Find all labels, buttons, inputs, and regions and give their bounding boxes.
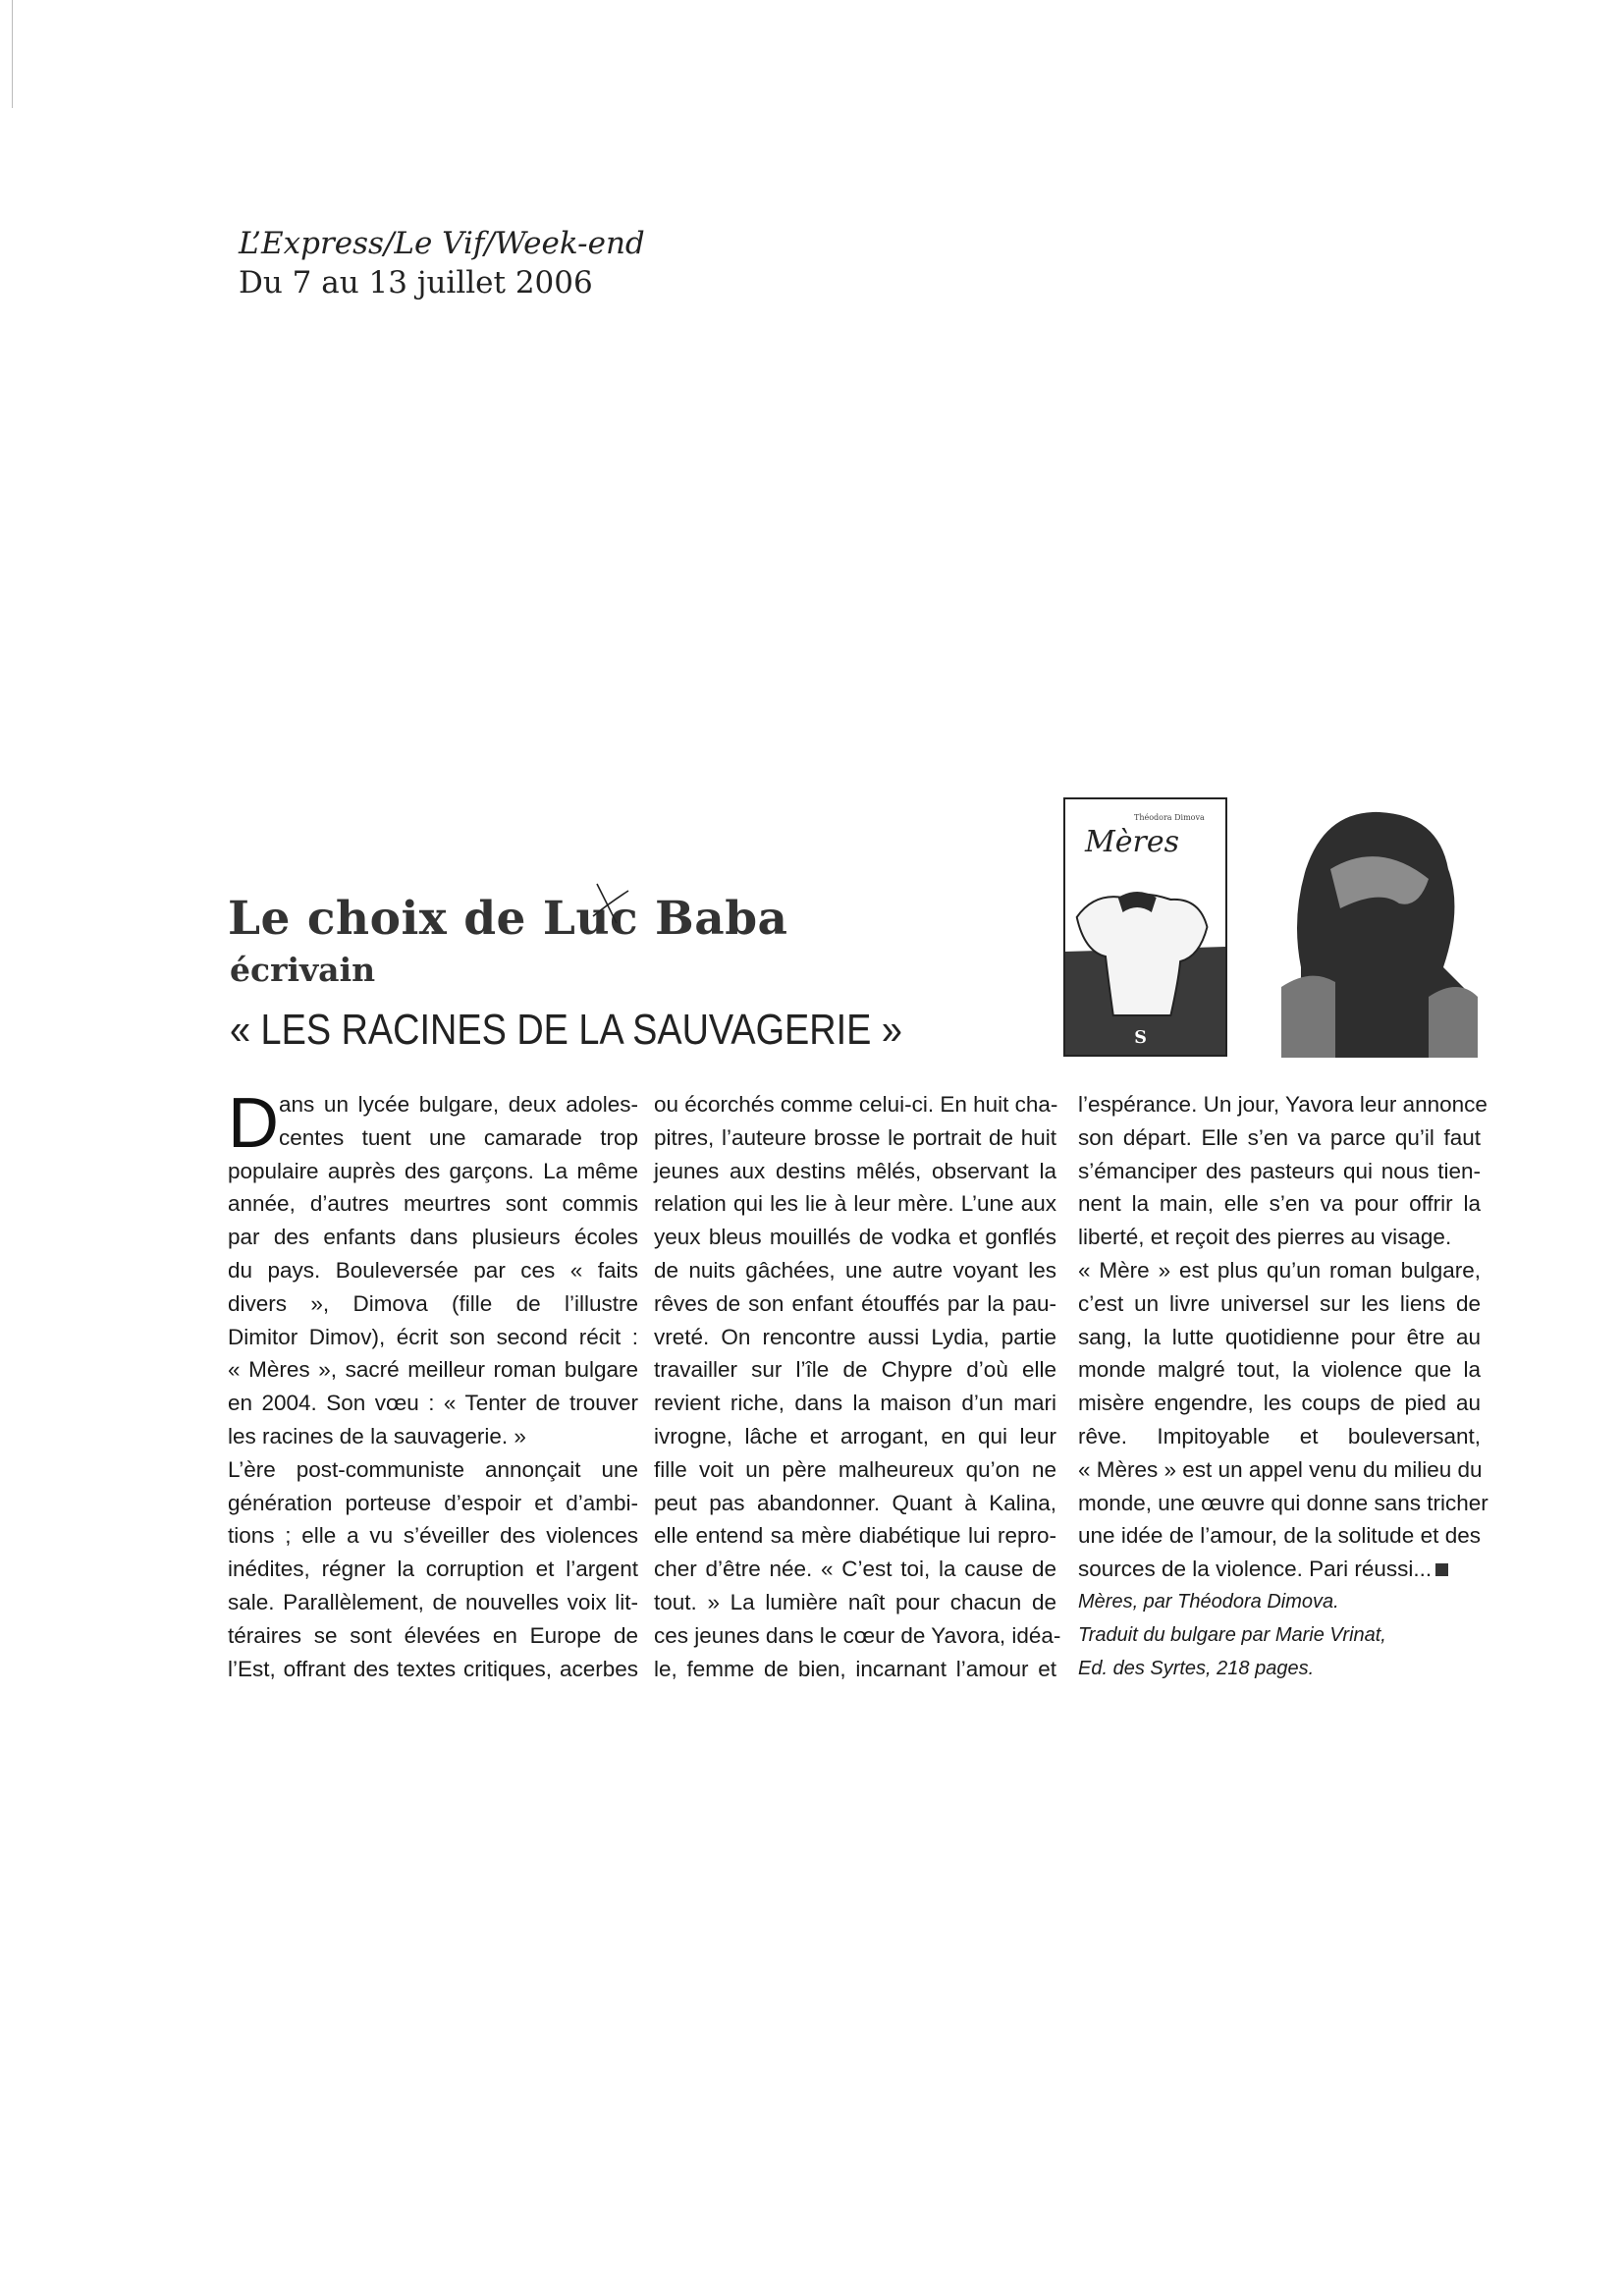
- article-headline: « LES RACINES DE LA SAUVAGERIE »: [230, 1006, 902, 1054]
- text-line: revient riche, dans la maison d’un mari: [654, 1391, 1056, 1416]
- text-line: liberté, et reçoit des pierres au visage.: [1078, 1225, 1452, 1250]
- drop-cap: D: [228, 1084, 279, 1163]
- article-column-2: [654, 1088, 1061, 1685]
- text-line: les racines de la sauvagerie. »: [228, 1423, 526, 1449]
- book-credit-line: Mères, par Théodora Dimova.: [1078, 1590, 1339, 1613]
- text-line: sale. Parallèlement, de nouvelles voix lit-: [228, 1589, 638, 1614]
- text-line: ans un lycée bulgare, deux adoles-: [279, 1092, 638, 1117]
- publication-date: Du 7 au 13 juillet 2006: [239, 265, 593, 301]
- text-line: ivrogne, lâche et arrogant, en qui leur: [654, 1423, 1056, 1449]
- article-column-1: [228, 1084, 638, 1685]
- author-role: écrivain: [230, 951, 376, 989]
- book-cover-image: [1063, 797, 1227, 1057]
- text-line: sang, la lutte quotidienne pour être au: [1078, 1324, 1481, 1349]
- text-line: jeunes aux destins mêlés, observant la: [654, 1158, 1056, 1183]
- text-line: elle entend sa mère diabétique lui repro-: [654, 1523, 1056, 1549]
- text-line: du pays. Bouleversée par ces « faits: [228, 1257, 638, 1283]
- text-line: vreté. On rencontre aussi Lydia, partie: [654, 1324, 1056, 1349]
- text-line: relation qui les lie à leur mère. L’une aux: [654, 1191, 1056, 1217]
- text-line: par des enfants dans plusieurs écoles: [228, 1225, 638, 1250]
- book-credit-line: Traduit du bulgare par Marie Vrinat,: [1078, 1623, 1386, 1646]
- text-line: pitres, l’auteure brosse le portrait de huit: [654, 1124, 1056, 1150]
- text-line-final: [1078, 1553, 1481, 1586]
- handwritten-x-mark: [589, 879, 633, 928]
- scan-edge-line: [12, 0, 13, 108]
- text-line: Dimitor Dimov), écrit son second récit :: [228, 1324, 638, 1349]
- text-line: « Mère » est plus qu’un roman bulgare,: [1078, 1257, 1481, 1283]
- text-line: une idée de l’amour, de la solitude et des: [1078, 1523, 1481, 1549]
- text-line: monde malgré tout, la violence que la: [1078, 1357, 1481, 1383]
- text-line: travailler sur l’île de Chypre d’où elle: [654, 1357, 1056, 1383]
- text-line: misère engendre, les coups de pied au: [1078, 1391, 1481, 1416]
- text-line: tions ; elle a vu s’éveiller des violences: [228, 1523, 638, 1549]
- text-line: peut pas abandonner. Quant à Kalina,: [654, 1490, 1056, 1515]
- text-line: génération porteuse d’espoir et d’ambi-: [228, 1490, 638, 1515]
- text-line: fille voit un père malheureux qu’on ne: [654, 1456, 1056, 1482]
- text-line: divers », Dimova (fille de l’illustre: [228, 1290, 638, 1316]
- book-credit-line: Ed. des Syrtes, 218 pages.: [1078, 1657, 1315, 1679]
- text-line: année, d’autres meurtres sont commis: [228, 1191, 638, 1217]
- text-line: ces jeunes dans le cœur de Yavora, idéa-: [654, 1622, 1061, 1648]
- text-line: cher d’être née. « C’est toi, la cause de: [654, 1557, 1056, 1582]
- text-line: L’ère post-communiste annonçait une: [228, 1456, 638, 1482]
- book-cover-photo: [1065, 888, 1225, 1057]
- text-line: téraires se sont élevées en Europe de: [228, 1622, 638, 1648]
- text-line: c’est un livre universel sur les liens de: [1078, 1290, 1481, 1316]
- text-line: « Mères » est un appel venu du milieu du: [1078, 1456, 1483, 1482]
- text-line: monde, une œuvre qui donne sans tricher: [1078, 1490, 1488, 1515]
- publication-name: L’Express/Le Vif/Week-end: [239, 226, 645, 261]
- text-line: populaire auprès des garçons. La même: [228, 1158, 638, 1183]
- text-line: « Mères », sacré meilleur roman bulgare: [228, 1357, 638, 1383]
- publisher-mark: S: [1134, 1026, 1147, 1049]
- book-cover-title: Mères: [1085, 825, 1179, 859]
- source-header: [239, 224, 645, 302]
- article-column-3: [1078, 1088, 1488, 1685]
- text-line: son départ. Elle s’en va parce qu’il faut: [1078, 1124, 1481, 1150]
- text-line: centes tuent une camarade trop: [279, 1124, 638, 1150]
- text-line: tout. » La lumière naît pour chacun de: [654, 1589, 1056, 1614]
- text-line: nent la main, elle s’en va pour offrir la: [1078, 1191, 1481, 1217]
- article-title: Le choix de Luc Baba: [228, 892, 788, 946]
- text-line: de nuits gâchées, une autre voyant les: [654, 1257, 1056, 1283]
- text-line: en 2004. Son vœu : « Tenter de trouver: [228, 1391, 638, 1416]
- text-line: l’espérance. Un jour, Yavora leur annonce: [1078, 1092, 1488, 1117]
- text-line: sources de la violence. Pari réussi...: [1078, 1557, 1433, 1582]
- end-of-article-square-icon: [1435, 1563, 1448, 1576]
- text-line: yeux bleus mouillés de vodka et gonflés: [654, 1225, 1056, 1250]
- text-line: inédites, régner la corruption et l’argent: [228, 1557, 638, 1582]
- text-line: rêves de son enfant étouffés par la pau-: [654, 1290, 1056, 1316]
- text-line: l’Est, offrant des textes critiques, acerbes: [228, 1656, 638, 1681]
- author-portrait-photo: [1281, 800, 1478, 1058]
- book-cover-author: Théodora Dimova: [1134, 813, 1205, 822]
- text-line: le, femme de bien, incarnant l’amour et: [654, 1656, 1056, 1681]
- text-line: ou écorchés comme celui-ci. En huit cha-: [654, 1092, 1058, 1117]
- text-line: s’émanciper des pasteurs qui nous tien-: [1078, 1158, 1481, 1183]
- text-line: rêve. Impitoyable et bouleversant,: [1078, 1423, 1481, 1449]
